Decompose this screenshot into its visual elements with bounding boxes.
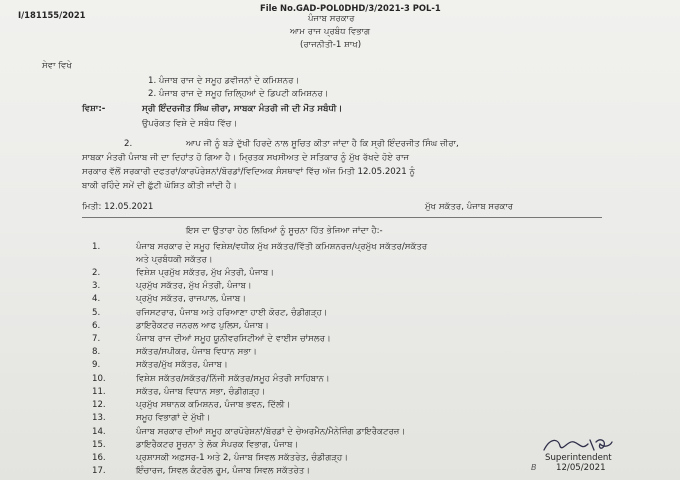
list-number: 11. bbox=[92, 387, 106, 397]
signatory-title: ਮੁੱਖ ਸਕੱਤਰ, ਪੰਜਾਬ ਸਰਕਾਰ bbox=[425, 202, 514, 212]
list-number: 17. bbox=[92, 466, 106, 476]
list-item: ਸਕੱਤਰ/ਸਪੀਕਰ, ਪੰਜਾਬ ਵਿਧਾਨ ਸਭਾ। bbox=[136, 347, 257, 357]
list-number: 9. bbox=[92, 360, 101, 370]
list-number: 5. bbox=[92, 308, 101, 318]
list-item: ਪ੍ਰਮੁੱਖ ਸਕੱਤਰ, ਮੁੱਖ ਮੰਤਰੀ, ਪੰਜਾਬ। bbox=[136, 281, 252, 291]
list-number: 3. bbox=[92, 281, 101, 291]
list-number: 15. bbox=[92, 440, 106, 450]
reference-number: I/181155/2021 bbox=[18, 10, 86, 20]
signer-designation: Superintendent bbox=[545, 453, 612, 463]
divider-rule bbox=[82, 217, 602, 218]
department-name: ਆਮ ਰਾਜ ਪ੍ਰਬੰਧ ਵਿਭਾਗ bbox=[290, 27, 371, 37]
issue-date: ਮਿਤੀ: 12.05.2021 bbox=[82, 202, 154, 212]
list-item: ਸਕੱਤਰ/ਮੁੱਖ ਸਕੱਤਰ, ਪੰਜਾਬ। bbox=[136, 360, 228, 370]
list-item: ਇੰਚਾਰਜ, ਸਿਵਲ ਕੰਟਰੋਲ ਰੂਮ, ਪੰਜਾਬ ਸਿਵਲ ਸਕੱਤਰੇਤ। bbox=[136, 466, 311, 476]
government-name: ਪੰਜਾਬ ਸਰਕਾਰ bbox=[308, 14, 355, 24]
list-item: ਵਿਸ਼ੇਸ਼ ਪ੍ਰਮੁੱਖ ਸਕੱਤਰ, ਮੁੱਖ ਮੰਤਰੀ, ਪੰਜਾਬ। bbox=[136, 268, 275, 278]
paragraph-number: 2. bbox=[124, 139, 133, 149]
list-number: 8. bbox=[92, 347, 101, 357]
recipient-2: 2. ਪੰਜਾਬ ਰਾਜ ਦੇ ਸਮੂਹ ਜ਼ਿਲ੍ਹਿਆਂ ਦੇ ਡਿਪਟੀ ਕਮਿਸ਼ਨਰ। bbox=[148, 89, 329, 99]
reference-line: ਉਪਰੋਕਤ ਵਿਸ਼ੇ ਦੇ ਸਬੰਧ ਵਿੱਚ। bbox=[142, 119, 238, 129]
list-number: 2. bbox=[92, 268, 101, 278]
body-line-1: ਆਪ ਜੀ ਨੂੰ ਬੜੇ ਦੁੱਖੀ ਹਿਰਦੇ ਨਾਲ ਸੂਚਿਤ ਕੀਤਾ ਜਾਂਦਾ ਹੈ ਕਿ ਸ੍ਰੀ ਇੰਦਰਜੀਤ ਸਿੰਘ ਜ਼ੀਰਾ, bbox=[186, 139, 459, 149]
recipient-1: 1. ਪੰਜਾਬ ਰਾਜ ਦੇ ਸਮੂਹ ਡਵੀਜਨਾਂ ਦੇ ਕਮਿਸ਼ਨਰ। bbox=[148, 76, 300, 86]
file-number: File No.GAD-POL0DHD/3/2021-3 POL-1 bbox=[260, 3, 441, 13]
list-item: ਪੰਜਾਬ ਸਰਕਾਰ ਦੇ ਸਮੂਹ ਵਿਸ਼ੇਸ਼/ਵਧੀਕ ਮੁੱਖ ਸਕੱਤਰ/ਵਿੱਤੀ ਕਮਿਸ਼ਨਰਜ਼/ਪ੍ਰਮੁੱਖ ਸਕੱਤਰ/ਸਕੱਤਰ bbox=[136, 242, 428, 252]
branch-name: (ਰਾਜਨੀਤੀ-1 ਸ਼ਾਖ) bbox=[300, 40, 362, 50]
list-number: 16. bbox=[92, 453, 106, 463]
to-label: ਸੇਵਾ ਵਿਖੇ bbox=[42, 61, 72, 71]
list-item: ਸਮੂਹ ਵਿਭਾਗਾਂ ਦੇ ਮੁੱਖੀ। bbox=[136, 413, 211, 423]
list-item: ਵਿਸ਼ੇਸ਼ ਸਕੱਤਰ/ਸਕੱਤਰ/ਨਿੱਜੀ ਸਕੱਤਰ/ਸਮੂਹ ਮੰਤਰੀ ਸਾਹਿਬਾਨ। bbox=[136, 374, 330, 384]
list-number: 13. bbox=[92, 413, 106, 423]
list-number: 12. bbox=[92, 400, 106, 410]
list-number: 6. bbox=[92, 321, 101, 331]
list-number: 7. bbox=[92, 334, 101, 344]
subject-text: ਸ੍ਰੀ ਇੰਦਰਜੀਤ ਸਿੰਘ ਜ਼ੀਰਾ, ਸਾਬਕਾ ਮੰਤਰੀ ਜੀ ਦੀ ਮੌਤ ਸਬੰਧੀ। bbox=[142, 104, 343, 114]
list-number: 10. bbox=[92, 374, 106, 384]
list-item: ਪ੍ਰਮੁੱਖ ਸਥਾਨਕ ਕਮਿਸ਼ਨਰ, ਪੰਜਾਬ ਭਵਨ, ਦਿੱਲੀ। bbox=[136, 400, 291, 410]
list-item: ਪੰਜਾਬ ਰਾਜ ਦੀਆਂ ਸਮੂਹ ਯੂਨੀਵਰਸਿਟੀਆਂ ਦੇ ਵਾਈਸ ਚਾਂਸਲਰ। bbox=[136, 334, 331, 344]
subject-label: ਵਿਸ਼ਾ:- bbox=[82, 104, 106, 114]
body-line-3: ਸਰਕਾਰ ਵੱਲੋਂ ਸਰਕਾਰੀ ਦਫਤਰਾਂ/ਕਾਰਪੋਰੇਸ਼ਨਾਂ/ਬੋਰਡਾਂ/ਵਿਦਿਅਕ ਸੰਸਥਾਵਾਂ ਵਿੱਚ ਅੱਜ ਮਿਤੀ 12.05.2021 ਨੂੰ bbox=[82, 167, 416, 177]
list-number: 14. bbox=[92, 427, 106, 437]
body-line-4: ਬਾਕੀ ਰਹਿੰਦੇ ਸਮੇਂ ਦੀ ਛੁੱਟੀ ਘੋਸ਼ਿਤ ਕੀਤੀ ਜਾਂਦੀ ਹੈ। bbox=[82, 181, 237, 191]
list-number: 1. bbox=[92, 242, 101, 252]
list-item: ਡਾਇਰੈਕਟਰ ਜਨਰਲ ਆਫ ਪੁਲਿਸ, ਪੰਜਾਬ। bbox=[136, 321, 269, 331]
list-item-continuation: ਅਤੇ ਪ੍ਰਬੰਧਕੀ ਸਕੱਤਰ। bbox=[136, 255, 213, 265]
list-item: ਡਾਇਰੈਕਟਰ ਸੂਚਨਾ ਤੇ ਲੋਕ ਸੰਪਰਕ ਵਿਭਾਗ, ਪੰਜਾਬ। bbox=[136, 440, 299, 450]
signer-initial: B bbox=[531, 463, 537, 472]
signature-date: 12/05/2021 bbox=[556, 463, 606, 473]
list-item: ਪ੍ਰਸ਼ਾਸਕੀ ਅਫ਼ਸਰ-1 ਅਤੇ 2, ਪੰਜਾਬ ਸਿਵਲ ਸਕੱਤਰੇਤ, ਚੰਡੀਗੜ੍ਹ। bbox=[136, 453, 349, 463]
list-item: ਸਕੱਤਰ, ਪੰਜਾਬ ਵਿਧਾਨ ਸਭਾ, ਚੰਡੀਗੜ੍ਹ। bbox=[136, 387, 266, 397]
list-item: ਪ੍ਰਮੁੱਖ ਸਕੱਤਰ, ਰਾਜਪਾਲ, ਪੰਜਾਬ। bbox=[136, 294, 247, 304]
list-item: ਰਜਿਸਟਰਾਰ, ਪੰਜਾਬ ਅਤੇ ਹਰਿਆਣਾ ਹਾਈ ਕੋਰਟ, ਚੰਡੀਗੜ੍ਹ। bbox=[136, 308, 328, 318]
body-line-2: ਸਾਬਕਾ ਮੰਤਰੀ ਪੰਜਾਬ ਜੀ ਦਾ ਦਿਹਾਂਤ ਹੋ ਗਿਆ ਹੈ। ਮ੍ਰਿਤਕ ਸਖਸੀਅਤ ਦੇ ਸਤਿਕਾਰ ਨੂੰ ਮੁੱਖ ਰੱਖਦੇ ਹੋਏ ਰਾਜ bbox=[82, 153, 410, 163]
list-number: 4. bbox=[92, 294, 101, 304]
list-item: ਪੰਜਾਬ ਸਰਕਾਰ ਦੀਆਂ ਸਮੂਹ ਕਾਰਪੋਰੇਸ਼ਨਾਂ/ਬੋਰਡਾਂ ਦੇ ਚੇਅਰਮੈਨ/ਮੈਨੇਜਿੰਗ ਡਾਇਰੈਕਟਰਜ਼। bbox=[136, 427, 406, 437]
copy-forward-line: ਇਸ ਦਾ ਉਤਾਰਾ ਹੇਠ ਲਿਖਿਆਂ ਨੂੰ ਸੂਚਨਾ ਹਿੱਤ ਭੇਜਿਆ ਜਾਂਦਾ ਹੈ:- bbox=[186, 226, 383, 236]
